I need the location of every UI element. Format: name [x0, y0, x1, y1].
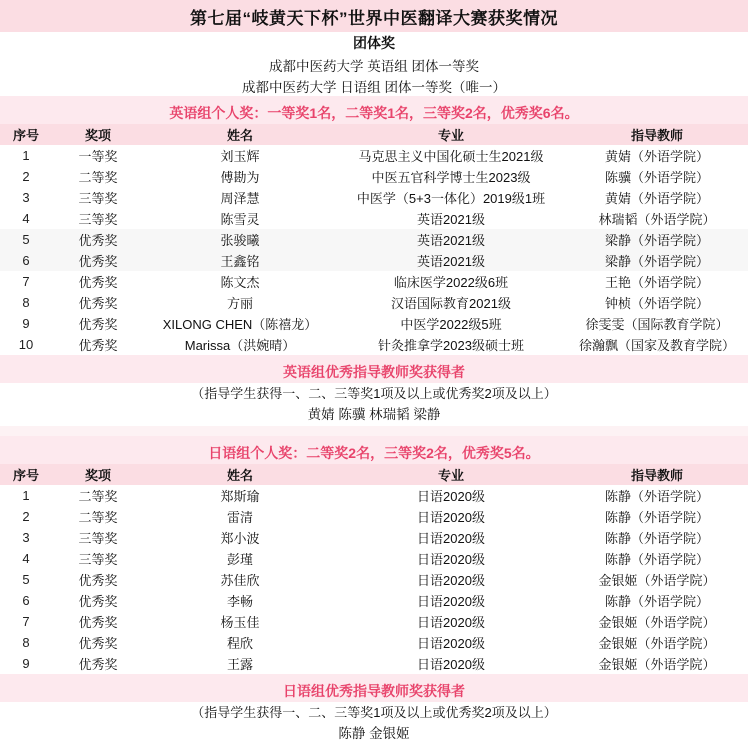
- cell-index: 9: [22, 656, 30, 671]
- cell-advisor: 陈静（外语学院）: [604, 489, 709, 504]
- cell-name: 方丽: [226, 296, 253, 311]
- table-row: [0, 250, 748, 271]
- table-row: [0, 271, 748, 292]
- table-row: [0, 313, 748, 334]
- table-header-row: [0, 464, 748, 485]
- cell-name: 杨玉佳: [220, 615, 260, 630]
- japanese-teacher-award-heading: 日语组优秀指导教师奖获得者: [0, 680, 748, 702]
- column-header-index: 序号: [0, 124, 52, 145]
- cell-index: 4: [22, 551, 30, 566]
- cell-name: 苏佳欣: [220, 573, 260, 588]
- table-row: [0, 548, 748, 569]
- table-row: [0, 208, 748, 229]
- japanese-group-heading: 日语组个人奖：二等奖2名，三等奖2名，优秀奖5名。: [0, 442, 748, 464]
- cell-name: 李畅: [226, 594, 253, 609]
- cell-award: 优秀奖: [78, 296, 118, 311]
- cell-name: 王露: [226, 657, 253, 672]
- column-header-award: 奖项: [52, 464, 144, 485]
- table-row: [0, 527, 748, 548]
- table-header-row: [0, 124, 748, 145]
- cell-index: 9: [22, 316, 30, 331]
- cell-award: 优秀奖: [78, 594, 118, 609]
- cell-award: 二等奖: [78, 489, 118, 504]
- cell-major: 马克思主义中国化硕士生2021级: [358, 149, 544, 164]
- cell-advisor: 梁静（外语学院）: [566, 250, 748, 271]
- table-row: [0, 145, 748, 166]
- cell-award: 二等奖: [78, 510, 118, 525]
- cell-award: 优秀奖: [78, 573, 118, 588]
- column-header-advisor: 指导教师: [566, 124, 748, 145]
- cell-index: 8: [22, 635, 30, 650]
- cell-name: 郑斯瑜: [220, 489, 260, 504]
- cell-major: 日语2020级: [417, 552, 485, 567]
- cell-advisor: 金银姬（外语学院）: [598, 636, 716, 651]
- table-row: [0, 590, 748, 611]
- table-row: [0, 632, 748, 653]
- page-title: 第七届“岐黄天下杯”世界中医翻译大赛获奖情况: [190, 8, 558, 28]
- cell-advisor: 徐瀚飘（国家及教育学院）: [578, 338, 735, 353]
- cell-advisor: 陈静（外语学院）: [604, 531, 709, 546]
- cell-name: XILONG CHEN（陈禧龙）: [162, 317, 318, 332]
- cell-index: 1: [22, 488, 30, 503]
- cell-major: 日语2020级: [417, 510, 485, 525]
- table-row: [0, 292, 748, 313]
- cell-major: 英语2021级: [417, 212, 485, 227]
- cell-award: 优秀奖: [52, 250, 144, 271]
- japanese-teacher-award-names: 陈静 金银姬: [0, 723, 748, 743]
- column-header-major: 专业: [336, 464, 566, 485]
- cell-award: 优秀奖: [78, 338, 118, 353]
- cell-index: 7: [22, 614, 30, 629]
- table-row: [0, 569, 748, 590]
- table-row: [0, 187, 748, 208]
- cell-index: 5: [22, 572, 30, 587]
- cell-advisor: 钟桢（外语学院）: [604, 296, 709, 311]
- cell-name: 傅勘为: [220, 170, 260, 185]
- english-teacher-award-names: 黄婧 陈骥 林瑞韬 梁静: [0, 404, 748, 426]
- cell-major: 日语2020级: [417, 489, 485, 504]
- cell-index: 10: [18, 337, 34, 352]
- cell-advisor: 黄婧（外语学院）: [604, 191, 709, 206]
- japanese-group-table: [0, 464, 748, 674]
- cell-major: 英语2021级: [336, 229, 566, 250]
- cell-major: 中医学（5+3一体化）2019级1班: [356, 191, 546, 206]
- cell-award: 三等奖: [78, 531, 118, 546]
- cell-index: 3: [22, 530, 30, 545]
- cell-name: 周泽慧: [220, 191, 260, 206]
- cell-award: 三等奖: [78, 552, 118, 567]
- cell-index: 5: [0, 229, 52, 250]
- cell-advisor: 王艳（外语学院）: [604, 275, 709, 290]
- table-row: [0, 653, 748, 674]
- cell-major: 中医五官科学博士生2023级: [371, 170, 531, 185]
- cell-major: 日语2020级: [417, 615, 485, 630]
- cell-index: 1: [22, 148, 30, 163]
- cell-advisor: 林瑞韬（外语学院）: [598, 212, 716, 227]
- cell-award: 优秀奖: [78, 636, 118, 651]
- cell-index: 4: [22, 211, 30, 226]
- japanese-teacher-award-criteria: （指导学生获得一、二、三等奖1项及以上或优秀奖2项及以上）: [0, 702, 748, 723]
- cell-advisor: 陈静（外语学院）: [604, 594, 709, 609]
- column-header-name: 姓名: [144, 124, 336, 145]
- cell-major: 临床医学2022级6班: [393, 275, 509, 290]
- cell-index: 3: [22, 190, 30, 205]
- table-row: [0, 485, 748, 506]
- cell-award: 优秀奖: [78, 317, 118, 332]
- table-row: [0, 229, 748, 250]
- cell-name: 程欣: [226, 636, 253, 651]
- cell-advisor: 金银姬（外语学院）: [598, 657, 716, 672]
- column-header-name: 姓名: [144, 464, 336, 485]
- cell-index: 6: [22, 593, 30, 608]
- cell-advisor: 陈静（外语学院）: [604, 552, 709, 567]
- table-row: [0, 334, 748, 355]
- cell-name: 张骏曦: [144, 229, 336, 250]
- cell-name: 陈文杰: [220, 275, 260, 290]
- cell-award: 三等奖: [78, 191, 118, 206]
- cell-index: 2: [22, 509, 30, 524]
- cell-award: 优秀奖: [78, 615, 118, 630]
- cell-name: 陈雪灵: [220, 212, 260, 227]
- column-header-award: 奖项: [52, 124, 144, 145]
- column-header-major: 专业: [336, 124, 566, 145]
- team-award-line-1: 成都中医药大学 英语组 团体一等奖: [0, 54, 748, 75]
- cell-award: 优秀奖: [52, 229, 144, 250]
- cell-major: 针灸推拿学2023级硕士班: [378, 338, 524, 353]
- cell-index: 7: [22, 274, 30, 289]
- cell-index: 8: [22, 295, 30, 310]
- table-row: [0, 166, 748, 187]
- column-header-index: 序号: [0, 464, 52, 485]
- cell-advisor: 金银姬（外语学院）: [598, 615, 716, 630]
- english-teacher-award-heading: 英语组优秀指导教师奖获得者: [0, 361, 748, 383]
- english-teacher-award-criteria: （指导学生获得一、二、三等奖1项及以上或优秀奖2项及以上）: [0, 383, 748, 404]
- cell-name: 彭瑾: [226, 552, 253, 567]
- cell-name: 郑小波: [220, 531, 260, 546]
- cell-name: 刘玉辉: [220, 149, 260, 164]
- column-header-advisor: 指导教师: [566, 464, 748, 485]
- cell-advisor: 黄婧（外语学院）: [604, 149, 709, 164]
- english-group-table: [0, 124, 748, 355]
- cell-major: 英语2021级: [336, 250, 566, 271]
- cell-major: 日语2020级: [417, 636, 485, 651]
- table-row: [0, 611, 748, 632]
- cell-advisor: 陈静（外语学院）: [604, 510, 709, 525]
- cell-major: 中医学2022级5班: [400, 317, 502, 332]
- cell-award: 二等奖: [78, 170, 118, 185]
- cell-advisor: 陈骥（外语学院）: [604, 170, 709, 185]
- cell-advisor: 梁静（外语学院）: [566, 229, 748, 250]
- cell-name: 雷清: [226, 510, 253, 525]
- document-title-bar: [0, 0, 748, 32]
- cell-major: 日语2020级: [417, 594, 485, 609]
- cell-award: 三等奖: [78, 212, 118, 227]
- cell-award: 优秀奖: [78, 657, 118, 672]
- cell-major: 日语2020级: [417, 573, 485, 588]
- team-award-heading: 团体奖: [0, 32, 748, 54]
- team-award-line-2: 成都中医药大学 日语组 团体一等奖（唯一）: [0, 75, 748, 96]
- divider-3: [0, 426, 748, 436]
- cell-index: 6: [0, 250, 52, 271]
- cell-name: Marissa（洪婉晴）: [184, 338, 296, 353]
- cell-major: 日语2020级: [417, 531, 485, 546]
- cell-advisor: 金银姬（外语学院）: [598, 573, 716, 588]
- cell-major: 汉语国际教育2021级: [391, 296, 511, 311]
- cell-award: 优秀奖: [78, 275, 118, 290]
- cell-index: 2: [22, 169, 30, 184]
- table-row: [0, 506, 748, 527]
- cell-name: 王鑫铭: [144, 250, 336, 271]
- cell-award: 一等奖: [78, 149, 118, 164]
- cell-major: 日语2020级: [417, 657, 485, 672]
- cell-advisor: 徐雯雯（国际教育学院）: [585, 317, 729, 332]
- english-group-heading: 英语组个人奖：一等奖1名，二等奖1名，三等奖2名，优秀奖6名。: [0, 102, 748, 124]
